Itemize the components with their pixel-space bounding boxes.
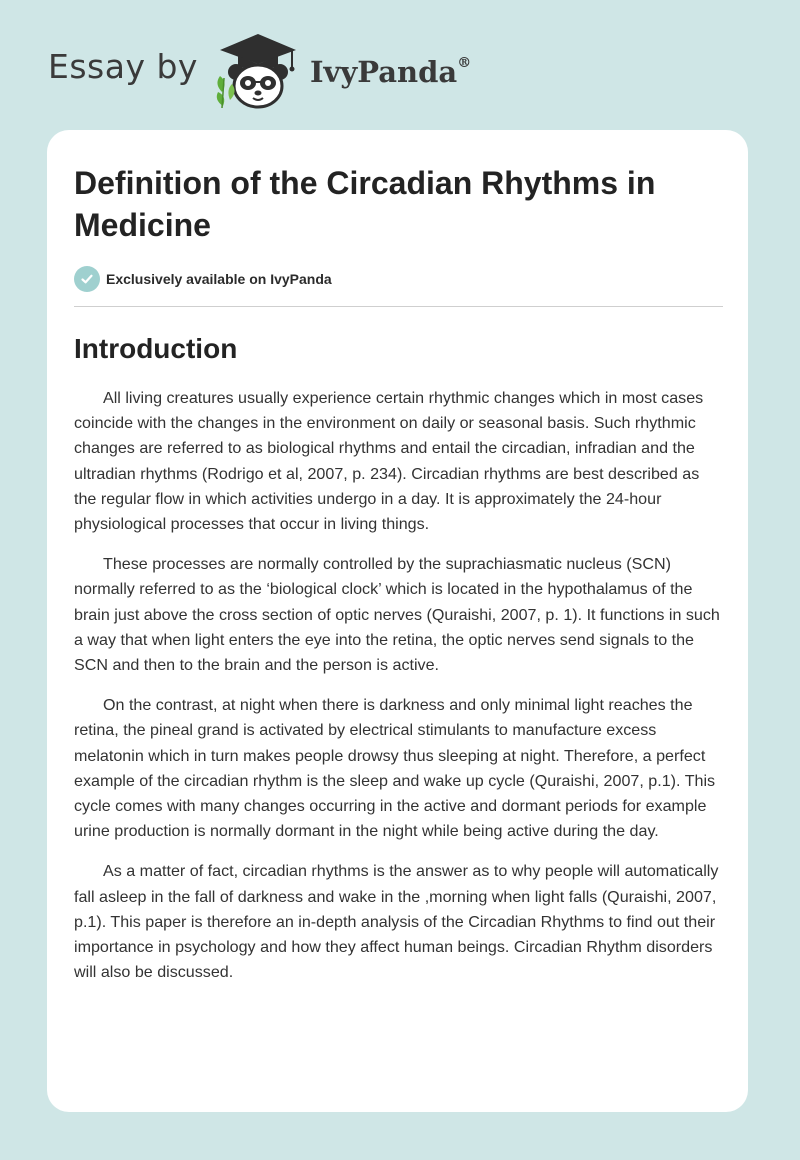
exclusive-label: Exclusively available on IvyPanda (106, 271, 332, 287)
section-heading: Introduction (74, 333, 238, 364)
paragraph: All living creatures usually experience certain rhythmic changes which in most cases coincide with the changes in the environment on daily or seasonal basis. Such rhythmic changes are referred to as biological rhythms and entail the circadian, infradian and the ultradian rhythms (Rodrigo et al, 2007, p. 234). Circadian rhythms are best described as the regular flow in which activities undergo in a day. It is approximately the 24-hour physiological processes that occur in living things. (74, 389, 704, 534)
paragraph: On the contrast, at night when there is darkness and only minimal light reaches the retina, the pineal grand is activated by electrical stimulants to manufacture excess melatonin which in turn makes people drowsy thus sleeping at night. Therefore, a perfect example of the circadian rhythm is the sleep and wake up cycle (Quraishi, 2007, p.1). This cycle comes with many changes occurring in the active and dormant periods for example urine production is normally dormant in the night while being active during the day. (74, 696, 716, 841)
page-title: Definition of the Circadian Rhythms in Medicine (74, 165, 656, 243)
article-card (47, 130, 748, 1112)
panda-graduation-cap-icon (212, 30, 304, 110)
paragraph: These processes are normally controlled by the suprachiasmatic nucleus (SCN) normally referred to as the ‘biological clock’ which is located in the hypothalamus of the brain just above the cross section of optic nerves (Quraishi, 2007, p. 1). It functions in such a way that when light enters the eye into the retina, the optic nerves send signals to the SCN and then to the brain and the person is active. (74, 555, 720, 675)
brand-name: IvyPanda® (309, 55, 472, 89)
site-header-logo[interactable] (48, 30, 471, 110)
brand-prefix: Essay by (48, 46, 198, 86)
paragraph: As a matter of fact, circadian rhythms is the answer as to why people will automatically fall asleep in the fall of darkness and wake in the ,morning when light falls (Quraishi, 2007, p.1). This paper is therefore an in-depth analysis of the Circadian Rhythms to find out their importance in psychology and how they affect human beings. Circadian Rhythm disorders will also be discussed. (74, 862, 719, 982)
exclusive-badge (74, 266, 722, 292)
divider (74, 306, 723, 307)
check-icon (74, 266, 100, 292)
